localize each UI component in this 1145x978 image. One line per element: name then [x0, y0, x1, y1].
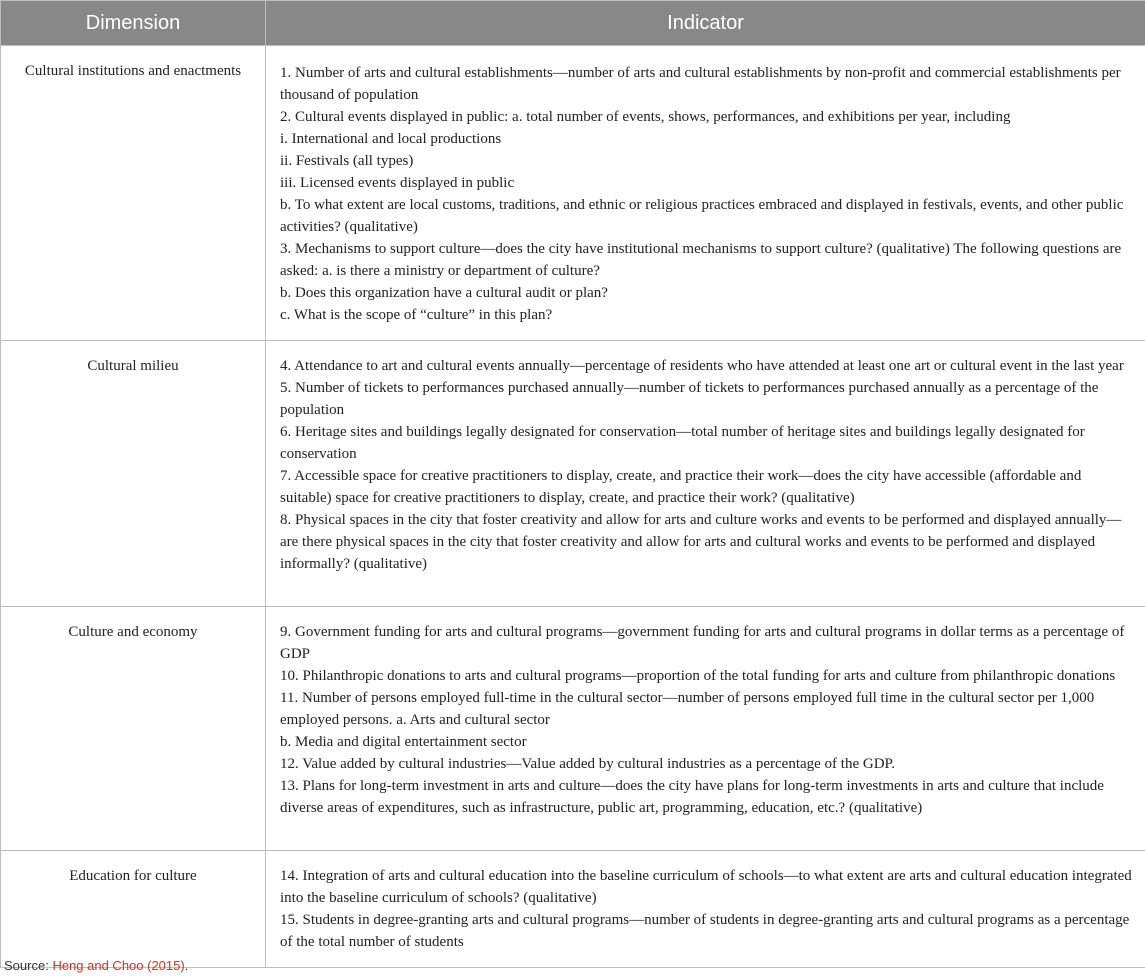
source-reference-link[interactable]: Heng and Choo (2015) — [52, 958, 185, 973]
indicator-line: 1. Number of arts and cultural establishments—number of arts and cultural establishments by non-profit and commercial establishments per thousand of population — [280, 65, 1121, 103]
indicator-line: 3. Mechanisms to support culture—does the city have institutional mechanisms to support culture? (qualitative) The following questions are asked: a. is there a ministry or department of culture? — [280, 241, 1122, 279]
indicator-line: 5. Number of tickets to performances purchased annually—number of tickets to performances purchased annually as a percentage of the population — [280, 380, 1099, 418]
dimension-cell: Culture and economy — [1, 607, 266, 851]
indicator-cell — [266, 607, 1145, 851]
indicator-line: 8. Physical spaces in the city that foster creativity and allow for arts and culture works and events to be performed and displayed annually—are there physical spaces in the city that foster creativity and allow for arts and cultural works and events to be performed and displayed informally? (qualitative) — [280, 512, 1122, 572]
indicator-cell — [266, 851, 1145, 968]
indicator-line: 2. Cultural events displayed in public: a. total number of events, shows, performances, and exhibitions per year, including — [280, 109, 1011, 125]
indicator-line: ii. Festivals (all types) — [280, 153, 414, 169]
indicator-cell — [266, 46, 1145, 341]
indicator-line: 15. Students in degree-granting arts and cultural programs—number of students in degree-granting arts and cultural programs as a percentage of the total number of students — [280, 912, 1130, 950]
dimension-cell: Cultural milieu — [1, 341, 266, 607]
indicator-line: 12. Value added by cultural industries—Value added by cultural industries as a percentage of the GDP. — [280, 756, 895, 772]
header-row — [1, 1, 1145, 46]
indicator-line: 11. Number of persons employed full-time in the cultural sector—number of persons employed full time in the cultural sector per 1,000 employed persons. a. Arts and cultural sector — [280, 690, 1095, 728]
indicator-cell — [266, 341, 1145, 607]
indicator-line: iii. Licensed events displayed in public — [280, 175, 515, 191]
header-dimension: Dimension — [1, 1, 266, 46]
indicator-line: i. International and local productions — [280, 131, 502, 147]
header-indicator: Indicator — [266, 1, 1145, 46]
indicator-line: b. Media and digital entertainment sector — [280, 734, 527, 750]
indicator-line: 10. Philanthropic donations to arts and cultural programs—proportion of the total funding for arts and culture from philanthropic donations — [280, 668, 1116, 684]
indicator-line: 7. Accessible space for creative practitioners to display, create, and practice their work—does the city have accessible (affordable and suitable) space for creative practitioners to display, create, and practice their work? (qualitative) — [280, 468, 1082, 506]
indicator-line: 13. Plans for long-term investment in arts and culture—does the city have plans for long-term investments in arts and culture that include diverse areas of expenditures, such as infrastructure, public art, programming, education, etc.? (qualitative) — [280, 778, 1104, 816]
table-row — [1, 341, 1145, 607]
indicator-line: b. Does this organization have a cultural audit or plan? — [280, 285, 608, 301]
dimension-cell: Education for culture — [1, 851, 266, 968]
dimension-cell: Cultural institutions and enactments — [1, 46, 266, 341]
table-row — [1, 851, 1145, 968]
source-end: . — [184, 958, 189, 973]
source-note — [4, 958, 188, 973]
indicator-line: b. To what extent are local customs, traditions, and ethnic or religious practices embraced and displayed in festivals, events, and other public activities? (qualitative) — [280, 197, 1124, 235]
indicator-line: 14. Integration of arts and cultural education into the baseline curriculum of schools—to what extent are arts and cultural education integrated into the baseline curriculum of schools? (qualitative) — [280, 868, 1132, 906]
table-row — [1, 46, 1145, 341]
indicator-line: 9. Government funding for arts and cultural programs—government funding for arts and cultural programs in dollar terms as a percentage of GDP — [280, 624, 1125, 662]
table-row — [1, 607, 1145, 851]
indicator-line: 4. Attendance to art and cultural events annually—percentage of residents who have attended at least one art or cultural event in the last year — [280, 358, 1124, 374]
indicator-line: 6. Heritage sites and buildings legally designated for conservation—total number of heritage sites and buildings legally designated for conservation — [280, 424, 1085, 462]
indicator-line: c. What is the scope of “culture” in this plan? — [280, 307, 553, 323]
source-label: Source: — [4, 958, 49, 973]
